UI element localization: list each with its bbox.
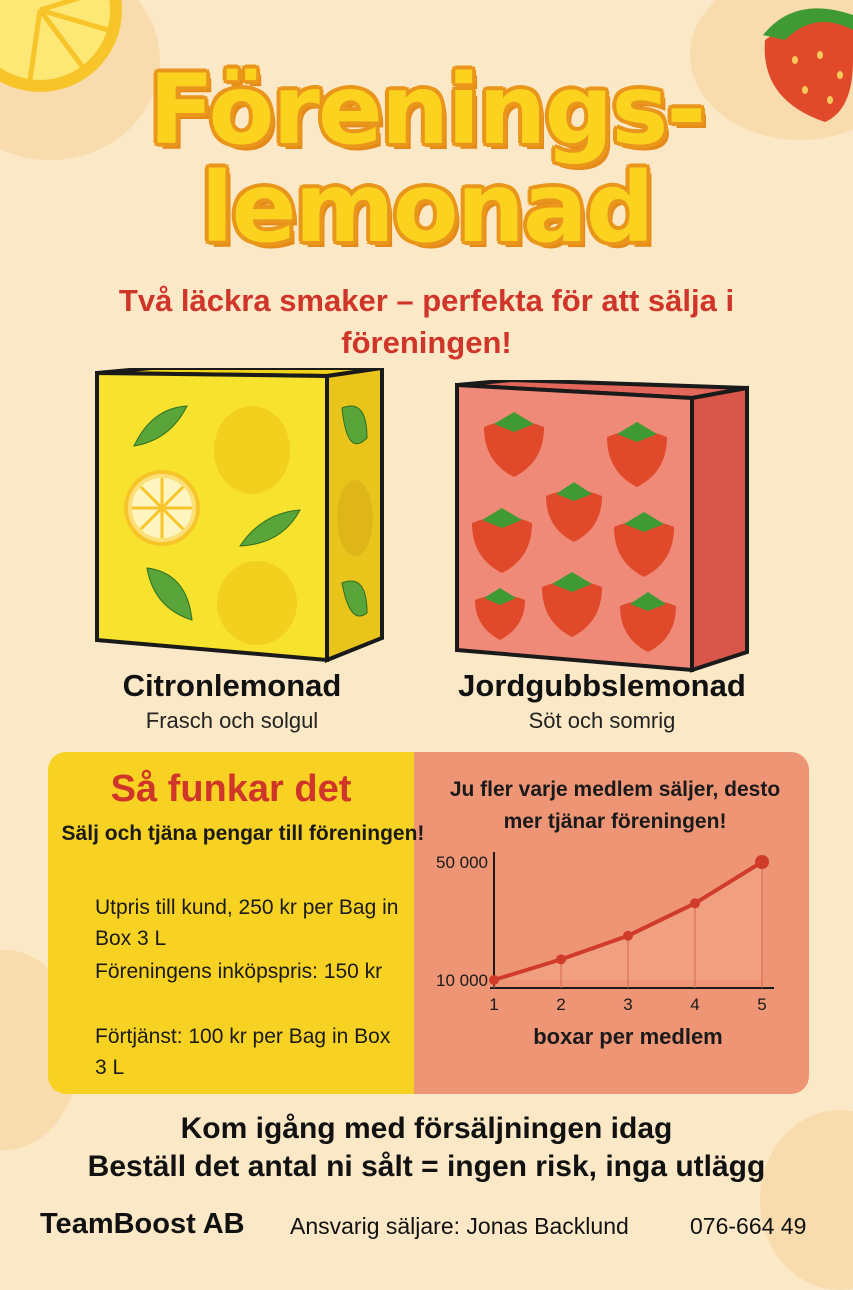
poster-title-line2: lemonad (200, 152, 653, 264)
poster-title-line1: Förenings- (148, 54, 705, 166)
data-point (489, 975, 499, 985)
phone-number: 076-664 49 (690, 1213, 807, 1239)
product-name-strawberry: Jordgubbslemonad (458, 668, 746, 703)
earnings-line-chart (414, 752, 809, 1094)
poster-subtitle: Två läckra smaker – perfekta för att sälja i föreningen! (118, 283, 735, 360)
company-name: TeamBoost AB (40, 1208, 245, 1240)
product-desc-strawberry: Söt och somrig (528, 708, 676, 733)
strawberry-box-illustration (452, 380, 752, 676)
x-tick-label: 2 (556, 995, 566, 1014)
how-it-works-title: Så funkar det (110, 768, 352, 810)
chart-title: Ju fler varje medlem säljer, desto mer tjänar föreningen! (449, 778, 781, 833)
product-desc-lemon: Frasch och solgul (145, 708, 319, 733)
y-tick-label: 50 000 (436, 853, 488, 872)
x-tick-label: 3 (623, 995, 633, 1014)
data-point (755, 855, 769, 869)
how-it-works-subtitle: Sälj och tjäna pengar till föreningen! (61, 822, 425, 845)
data-point (690, 898, 700, 908)
cta-line2: Beställ det antal ni sålt = ingen risk, inga utlägg (87, 1150, 766, 1183)
cta-line1: Kom igång med försäljningen idag (180, 1112, 673, 1145)
x-axis-label: boxar per medlem (533, 1024, 723, 1049)
x-tick-label: 4 (690, 995, 700, 1014)
data-point (556, 954, 566, 964)
seller-name: Ansvarig säljare: Jonas Backlund (290, 1213, 629, 1239)
fact-profit: Förtjänst: 100 kr per Bag in Box 3 L (95, 1025, 391, 1079)
x-tick-label: 1 (489, 995, 499, 1014)
x-tick-label: 5 (757, 995, 767, 1014)
y-tick-label: 10 000 (436, 971, 488, 990)
fact-retail-price: Utpris till kund, 250 kr per Bag in Box 3 L (95, 896, 399, 950)
lemon-box-illustration (92, 368, 392, 668)
data-point (623, 931, 633, 941)
product-name-lemon: Citronlemonad (122, 668, 342, 703)
fact-purchase-price: Föreningens inköpspris: 150 kr (95, 960, 383, 983)
